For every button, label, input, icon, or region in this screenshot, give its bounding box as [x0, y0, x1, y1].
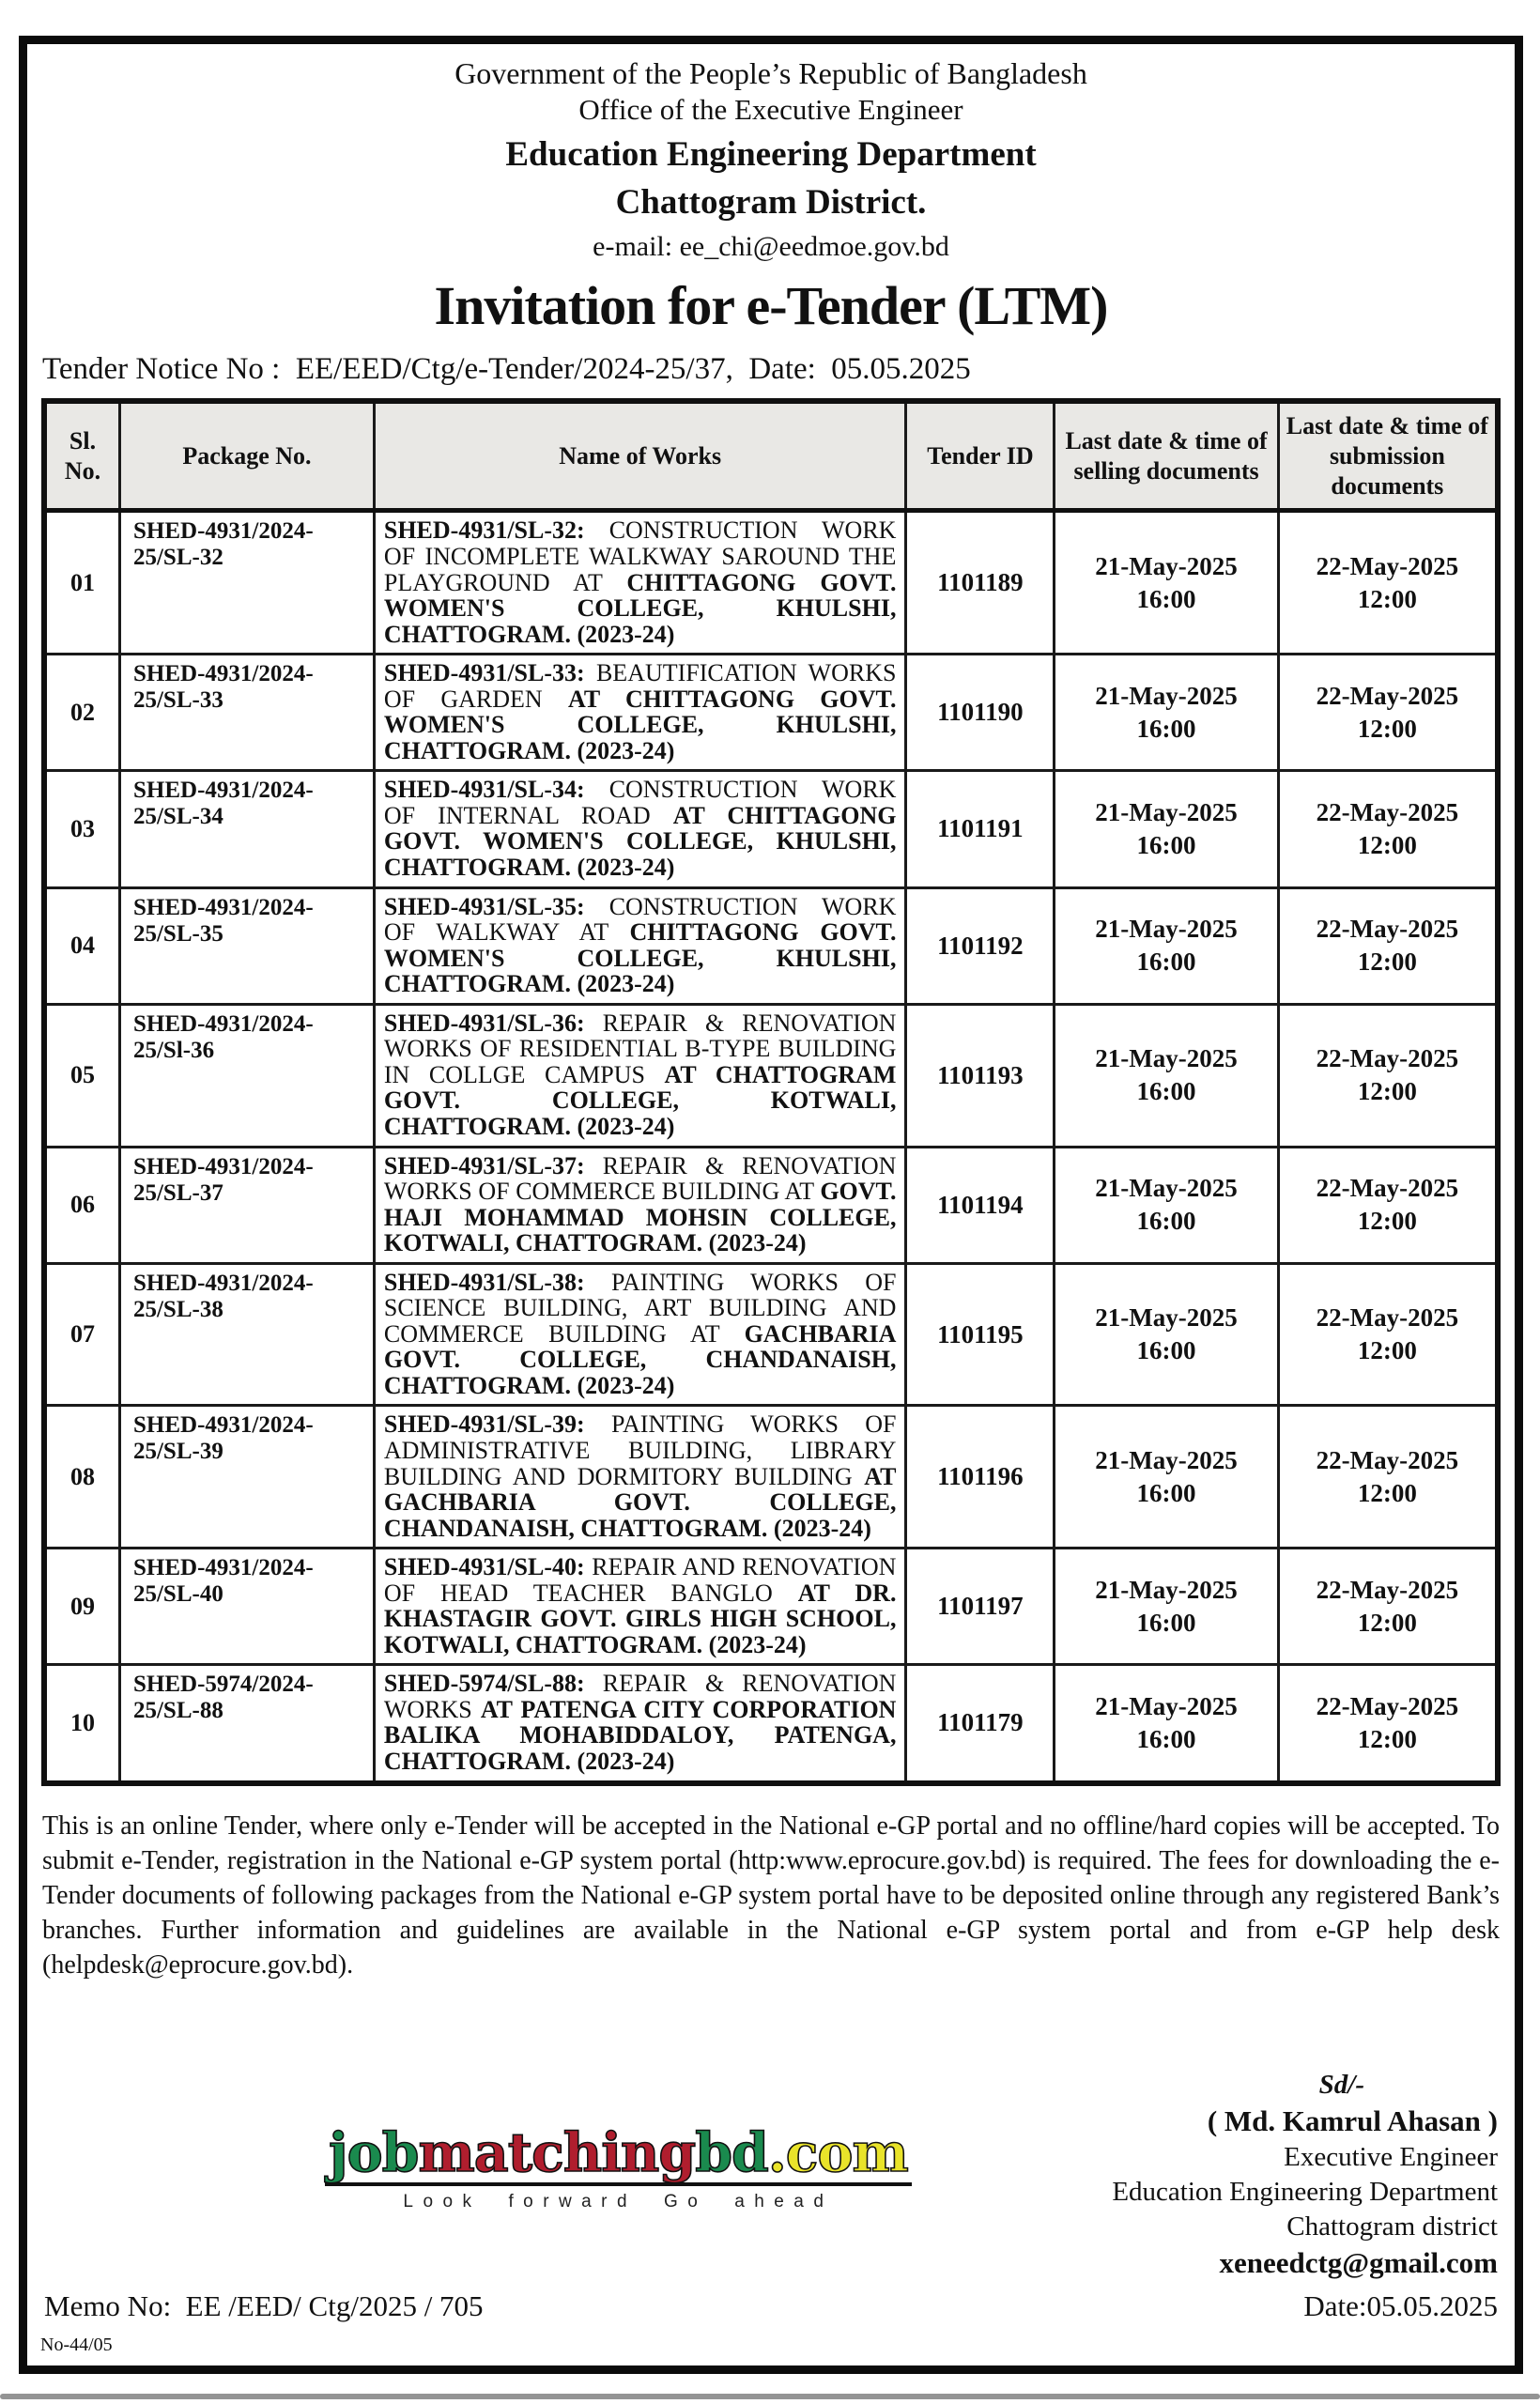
row-sl-no: 07 [44, 1263, 119, 1406]
submission-time: 12:00 [1357, 714, 1417, 743]
logo-part-job: job [329, 2121, 419, 2184]
selling-time: 16:00 [1136, 1724, 1196, 1753]
table-row [44, 1406, 1498, 1549]
row-name-of-works [374, 771, 906, 887]
row-selling-datetime [1055, 655, 1278, 771]
memo-date: Date:05.05.2025 [1303, 2289, 1498, 2322]
work-code: SHED-4931/SL-34: [383, 776, 585, 804]
selling-date: 21-May-2025 [1095, 551, 1238, 580]
work-code: SHED-4931/SL-37: [383, 1151, 585, 1179]
row-sl-no: 02 [44, 655, 119, 771]
row-selling-datetime [1055, 511, 1278, 655]
row-submission-datetime [1278, 1263, 1498, 1406]
row-tender-id: 1101197 [906, 1549, 1055, 1665]
submission-date: 22-May-2025 [1316, 681, 1459, 710]
col-header-selling-date: Last date & time of selling documents [1055, 401, 1278, 511]
col-header-submission-date: Last date & time of submission documents [1278, 401, 1498, 511]
header-government-line: Government of the People’s Republic of Bangladesh [454, 56, 1087, 90]
row-selling-datetime [1055, 1549, 1278, 1665]
submission-time: 12:00 [1357, 1077, 1417, 1106]
submission-time: 12:00 [1357, 948, 1417, 977]
row-sl-no: 08 [44, 1406, 119, 1549]
row-package-no: SHED-4931/2024-25/SL-39 [119, 1406, 374, 1549]
selling-time: 16:00 [1136, 1336, 1196, 1365]
submission-time: 12:00 [1357, 1207, 1417, 1236]
row-sl-no: 10 [44, 1665, 119, 1783]
work-code: SHED-4931/SL-38: [383, 1268, 585, 1296]
footer-zone [38, 2068, 1503, 2286]
tender-notice-document [19, 36, 1523, 2374]
row-selling-datetime [1055, 1406, 1278, 1549]
selling-time: 16:00 [1136, 584, 1196, 613]
page-title: Invitation for e-Tender (LTM) [434, 274, 1108, 336]
work-code: SHED-4931/SL-39: [383, 1410, 585, 1439]
row-submission-datetime [1278, 1665, 1498, 1783]
row-sl-no: 05 [44, 1004, 119, 1147]
row-tender-id: 1101190 [906, 655, 1055, 771]
row-submission-datetime [1278, 887, 1498, 1004]
table-row [44, 1004, 1498, 1147]
row-package-no: SHED-5974/2024-25/SL-88 [119, 1665, 374, 1783]
reference-number: No-44/05 [40, 2335, 113, 2355]
table-row [44, 1147, 1498, 1263]
logo-tagline: Look forward Go ahead [403, 2192, 834, 2211]
submission-date: 22-May-2025 [1316, 1174, 1459, 1202]
row-submission-datetime [1278, 655, 1498, 771]
col-header-name-of-works: Name of Works [374, 401, 906, 511]
signature-sd: Sd/- [1318, 2070, 1364, 2100]
row-name-of-works [374, 1406, 906, 1549]
work-location: AT CHITTAGONG GOVT. WOMEN'S COLLEGE, KHULSHI, CHATTOGRAM. (2023-24) [383, 685, 897, 764]
submission-date: 22-May-2025 [1316, 797, 1459, 826]
selling-time: 16:00 [1136, 1608, 1196, 1637]
selling-date: 21-May-2025 [1095, 1044, 1238, 1073]
table-row [44, 887, 1498, 1004]
selling-time: 16:00 [1136, 1077, 1196, 1106]
selling-date: 21-May-2025 [1095, 1691, 1238, 1720]
work-location: AT CHATTOGRAM GOVT. COLLEGE, KOTWALI, CHATTOGRAM. (2023-24) [383, 1060, 897, 1140]
row-tender-id: 1101179 [906, 1665, 1055, 1783]
note-paragraph: This is an online Tender, where only e-Tender will be accepted in the National e-GP portal and no offline/hard copies will be accepted. To submit e-Tender, registration in the National e-GP system portal (http:www.eprocure.gov.bd) is required. The fees for downloading the e-Tender documents of following packages from the National e-GP system portal have to be deposited online through any registered Bank’s branches. Further information and guidelines are available in the National e-GP system portal and from e-GP help desk (helpdesk@eprocure.gov.bd). [42, 1811, 1500, 1980]
row-tender-id: 1101191 [906, 771, 1055, 887]
row-submission-datetime [1278, 511, 1498, 655]
header-office-line: Office of the Executive Engineer [578, 93, 963, 127]
row-sl-no: 09 [44, 1549, 119, 1665]
row-package-no: SHED-4931/2024-25/SL-34 [119, 771, 374, 887]
selling-time: 16:00 [1136, 830, 1196, 859]
work-location: GOVT. HAJI MOHAMMAD MOHSIN COLLEGE, KOTWALI, CHATTOGRAM. (2023-24) [383, 1178, 897, 1257]
row-submission-datetime [1278, 1406, 1498, 1549]
work-code: SHED-5974/SL-88: [383, 1670, 585, 1698]
row-package-no: SHED-4931/2024-25/SL-40 [119, 1549, 374, 1665]
work-location: AT CHITTAGONG GOVT. WOMEN'S COLLEGE, KHULSHI, CHATTOGRAM. (2023-24) [383, 801, 897, 882]
table-row [44, 771, 1498, 887]
row-tender-id: 1101195 [906, 1263, 1055, 1406]
row-selling-datetime [1055, 887, 1278, 1004]
work-description: PAINTING WORKS OF SCIENCE BUILDING, ART BUILDING AND COMMERCE BUILDING AT [383, 1268, 897, 1348]
submission-date: 22-May-2025 [1316, 915, 1459, 944]
row-package-no: SHED-4931/2024-25/Sl-36 [119, 1004, 374, 1147]
work-code: SHED-4931/SL-32: [383, 516, 585, 545]
selling-date: 21-May-2025 [1095, 1445, 1238, 1474]
signatory-department: Education Engineering Department [1112, 2176, 1498, 2207]
row-name-of-works [374, 887, 906, 1004]
submission-time: 12:00 [1357, 1336, 1417, 1365]
selling-time: 16:00 [1136, 714, 1196, 743]
row-submission-datetime [1278, 1004, 1498, 1147]
row-package-no: SHED-4931/2024-25/SL-33 [119, 655, 374, 771]
work-code: SHED-4931/SL-35: [383, 892, 585, 920]
work-description: PAINTING WORKS OF ADMINISTRATIVE BUILDING, LIBRARY BUILDING AND DORMITORY BUILDING [383, 1410, 897, 1490]
row-package-no: SHED-4931/2024-25/SL-35 [119, 887, 374, 1004]
selling-date: 21-May-2025 [1095, 1174, 1238, 1202]
row-selling-datetime [1055, 1147, 1278, 1263]
row-name-of-works [374, 1665, 906, 1783]
header-district-line: Chattogram District. [615, 183, 927, 223]
work-description: CONSTRUCTION WORK OF INTERNAL ROAD [383, 776, 897, 829]
selling-date: 21-May-2025 [1095, 681, 1238, 710]
row-selling-datetime [1055, 1665, 1278, 1783]
work-description: REPAIR & RENOVATION WORKS OF RESIDENTIAL B-TYPE BUILDING IN COLLGE CAMPUS [383, 1009, 897, 1088]
row-sl-no: 01 [44, 511, 119, 655]
row-package-no: SHED-4931/2024-25/SL-38 [119, 1263, 374, 1406]
work-code: SHED-4931/SL-33: [383, 659, 585, 687]
selling-time: 16:00 [1136, 948, 1196, 977]
signatory-role: Executive Engineer [1284, 2141, 1498, 2172]
submission-time: 12:00 [1357, 1608, 1417, 1637]
row-name-of-works [374, 1004, 906, 1147]
submission-time: 12:00 [1357, 584, 1417, 613]
row-selling-datetime [1055, 1004, 1278, 1147]
work-location: CHITTAGONG GOVT. WOMEN'S COLLEGE, KHULSHI, CHATTOGRAM. (2023-24) [383, 568, 897, 648]
memo-number: Memo No: EE /EED/ Ctg/2025 / 705 [44, 2289, 484, 2322]
submission-date: 22-May-2025 [1316, 1575, 1459, 1604]
work-description: REPAIR & RENOVATION WORKS OF COMMERCE BUILDING AT [383, 1151, 897, 1206]
work-location: AT PATENGA CITY CORPORATION BALIKA MOHABIDDALOY, PATENGA, CHATTOGRAM. (2023-24) [383, 1695, 897, 1775]
row-submission-datetime [1278, 771, 1498, 887]
row-sl-no: 06 [44, 1147, 119, 1263]
signatory-district: Chattogram district [1286, 2211, 1498, 2242]
work-location: CHITTAGONG GOVT. WOMEN'S COLLEGE, KHULSHI, CHATTOGRAM. (2023-24) [383, 918, 897, 998]
memo-row [38, 2286, 1503, 2323]
row-tender-id: 1101196 [906, 1406, 1055, 1549]
submission-date: 22-May-2025 [1316, 1044, 1459, 1073]
selling-time: 16:00 [1136, 1478, 1196, 1507]
submission-time: 12:00 [1357, 1478, 1417, 1507]
logo-part-matching: matching [418, 2121, 696, 2184]
row-sl-no: 03 [44, 771, 119, 887]
row-name-of-works [374, 1549, 906, 1665]
work-location: AT DR. KHASTAGIR GOVT. GIRLS HIGH SCHOOL, KOTWALI, CHATTOGRAM. (2023-24) [383, 1579, 897, 1658]
work-location: AT GACHBARIA GOVT. COLLEGE, CHANDANAISH, CHATTOGRAM. (2023-24) [383, 1462, 897, 1542]
work-code: SHED-4931/SL-40: [383, 1553, 585, 1581]
tender-notice-line: Tender Notice No : EE/EED/Ctg/e-Tender/2024-25/37, Date: 05.05.2025 [42, 352, 971, 387]
selling-date: 21-May-2025 [1095, 1575, 1238, 1604]
col-header-package-no: Package No. [119, 401, 374, 511]
row-tender-id: 1101192 [906, 887, 1055, 1004]
work-description: REPAIR & RENOVATION WORKS [383, 1670, 897, 1723]
logo-part-bd: bd [695, 2121, 768, 2184]
submission-time: 12:00 [1357, 1724, 1417, 1753]
selling-date: 21-May-2025 [1095, 1302, 1238, 1332]
row-name-of-works [374, 655, 906, 771]
works-table [41, 398, 1501, 1785]
work-code: SHED-4931/SL-36: [383, 1009, 585, 1037]
row-name-of-works [374, 1147, 906, 1263]
works-table-header [44, 401, 1498, 511]
document-header [38, 55, 1503, 337]
work-description: REPAIR AND RENOVATION OF HEAD TEACHER BANGLO [383, 1553, 897, 1607]
work-description: CONSTRUCTION WORK OF WALKWAY AT [383, 892, 897, 947]
row-selling-datetime [1055, 771, 1278, 887]
submission-date: 22-May-2025 [1316, 1691, 1459, 1720]
row-sl-no: 04 [44, 887, 119, 1004]
row-submission-datetime [1278, 1549, 1498, 1665]
selling-time: 16:00 [1136, 1207, 1196, 1236]
row-submission-datetime [1278, 1147, 1498, 1263]
signature-block [1112, 2068, 1498, 2282]
header-department-line: Education Engineering Department [505, 134, 1037, 174]
signatory-email: xeneedctg@gmail.com [1219, 2246, 1498, 2280]
submission-date: 22-May-2025 [1316, 1302, 1459, 1332]
row-tender-id: 1101194 [906, 1147, 1055, 1263]
logo-part-com: .com [767, 2121, 908, 2184]
submission-date: 22-May-2025 [1316, 551, 1459, 580]
logo-wordmark [325, 2121, 912, 2186]
table-row [44, 655, 1498, 771]
row-name-of-works [374, 511, 906, 655]
row-tender-id: 1101193 [906, 1004, 1055, 1147]
row-name-of-works [374, 1263, 906, 1406]
table-row [44, 511, 1498, 655]
header-email-line: e-mail: ee_chi@eedmoe.gov.bd [593, 230, 949, 262]
table-row [44, 1665, 1498, 1783]
selling-date: 21-May-2025 [1095, 915, 1238, 944]
selling-date: 21-May-2025 [1095, 797, 1238, 826]
signatory-name: ( Md. Kamrul Ahasan ) [1207, 2104, 1498, 2138]
row-tender-id: 1101189 [906, 511, 1055, 655]
submission-date: 22-May-2025 [1316, 1445, 1459, 1474]
row-selling-datetime [1055, 1263, 1278, 1406]
col-header-tender-id: Tender ID [906, 401, 1055, 511]
table-row [44, 1549, 1498, 1665]
submission-time: 12:00 [1357, 830, 1417, 859]
row-package-no: SHED-4931/2024-25/SL-37 [119, 1147, 374, 1263]
row-package-no: SHED-4931/2024-25/SL-32 [119, 511, 374, 655]
table-row [44, 1263, 1498, 1406]
col-header-sl-no: Sl. No. [44, 401, 119, 511]
jobmatchingbd-logo [325, 2121, 912, 2212]
work-location: GACHBARIA GOVT. COLLEGE, CHANDANAISH, CHATTOGRAM. (2023-24) [383, 1319, 897, 1399]
work-description: CONSTRUCTION WORK OF INCOMPLETE WALKWAY SAROUND THE PLAYGROUND AT [383, 516, 897, 596]
work-description: BEAUTIFICATION WORKS OF GARDEN [383, 659, 897, 713]
page-bottom-divider [0, 2394, 1540, 2399]
